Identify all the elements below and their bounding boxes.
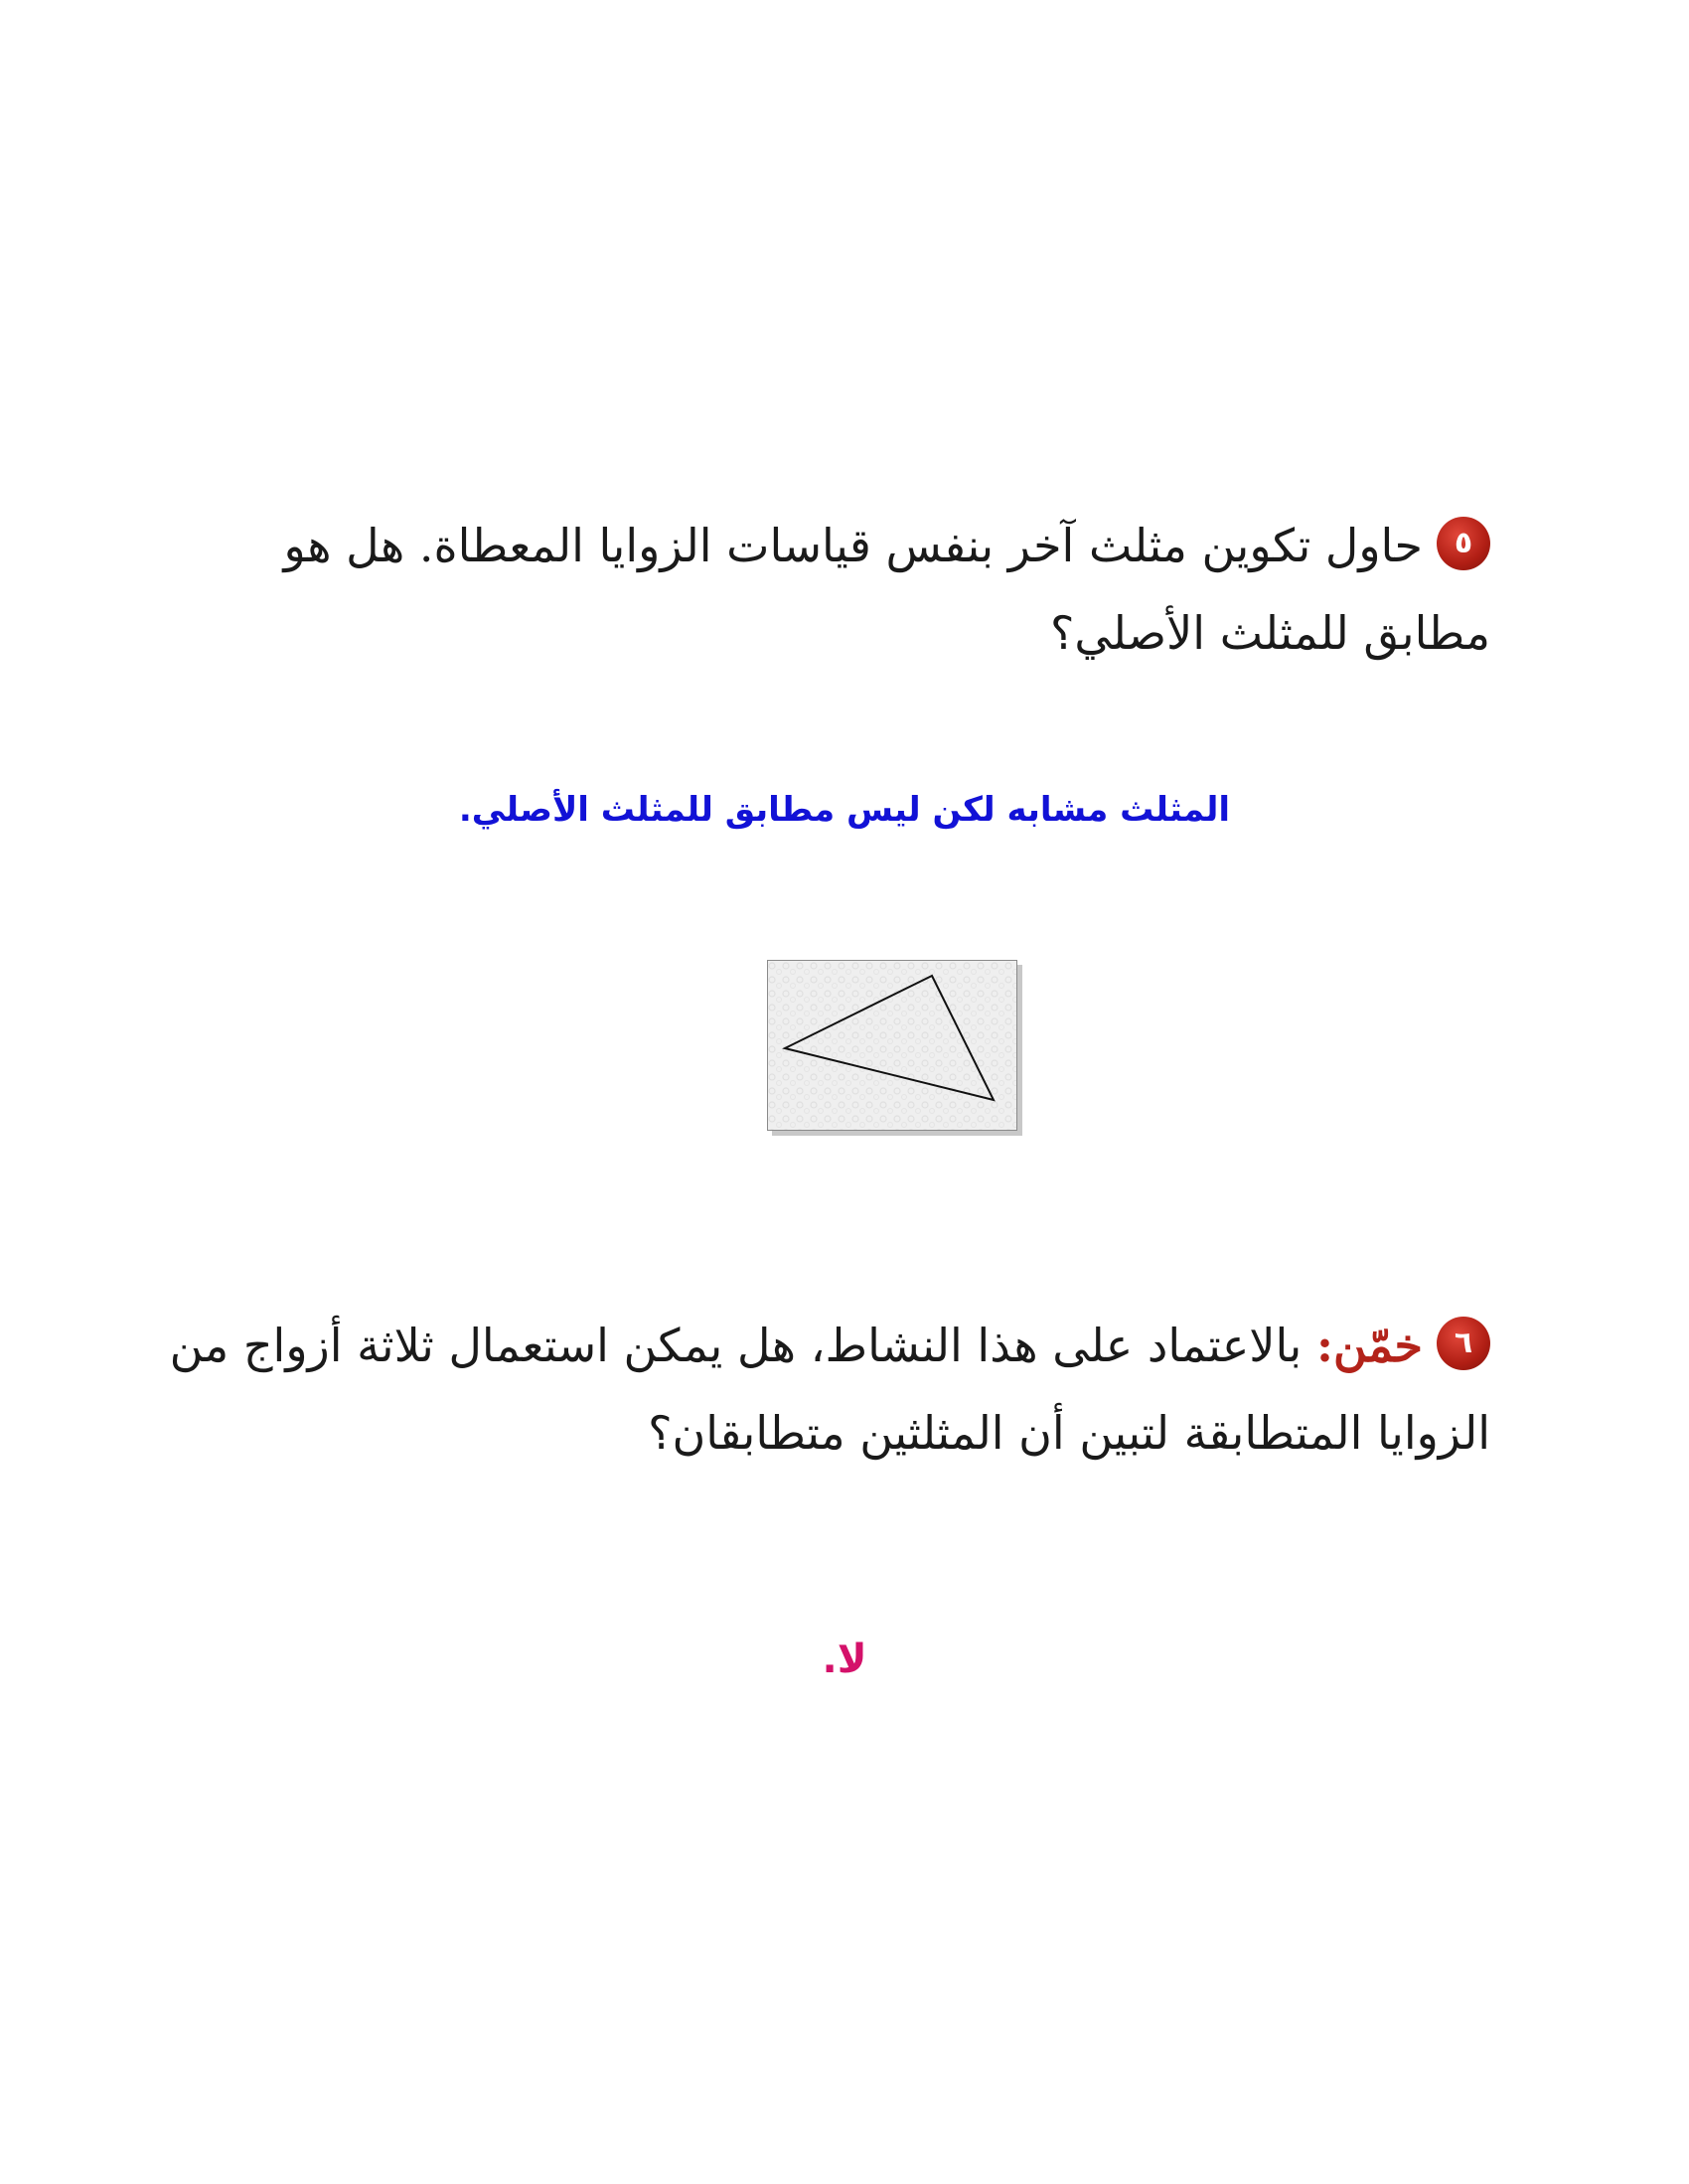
question-number-badge-5: ٥ <box>1437 517 1490 570</box>
triangle-figure <box>767 960 1017 1131</box>
question-number-badge-6: ٦ <box>1437 1317 1490 1370</box>
question-5 <box>169 502 1490 677</box>
guess-label: خمّن: <box>1315 1319 1423 1372</box>
question-5-text: حاول تكوين مثلث آخر بنفس قياسات الزوايا المعطاة. هل هو مطابق للمثلث الأصلي؟ <box>283 519 1490 660</box>
answer-6: لا. <box>822 1637 867 1682</box>
question-6 <box>169 1302 1490 1477</box>
question-6-text: بالاعتماد على هذا النشاط، هل يمكن استعمال ثلاثة أزواج من الزوايا المتطابقة لتبين أن المثلثين متطابقان؟ <box>169 1319 1490 1460</box>
triangle-icon <box>768 961 1016 1130</box>
answer-5: المثلث مشابه لكن ليس مطابق للمثلث الأصلي. <box>458 790 1231 830</box>
